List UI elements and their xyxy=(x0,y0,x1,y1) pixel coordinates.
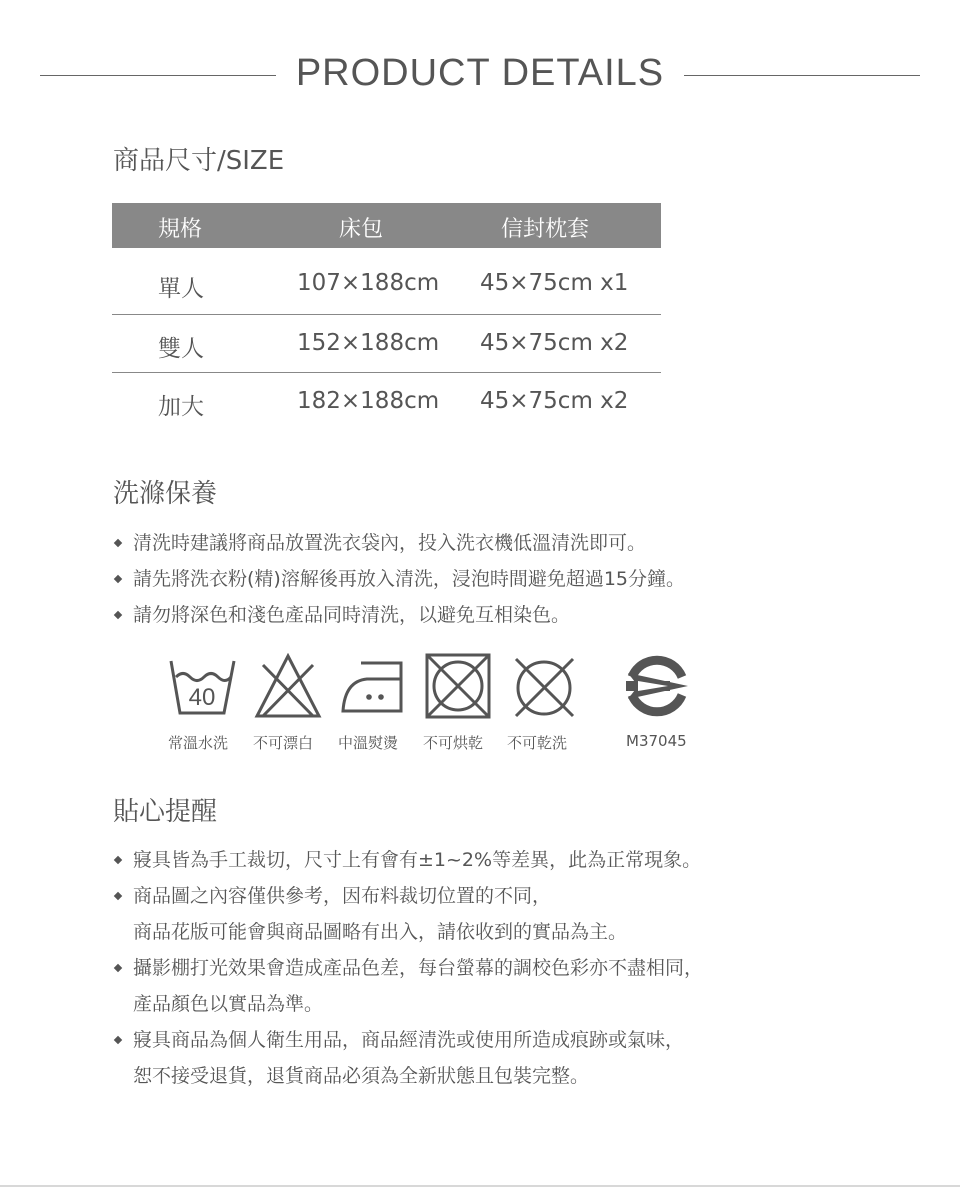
reminder-bullet-text-continued: 恕不接受退貨，退貨商品必須為全新狀態且包裝完整。 xyxy=(133,1065,590,1087)
iron-medium-icon xyxy=(339,653,409,719)
cell-spec: 雙人 xyxy=(158,336,204,362)
care-label-no-bleach: 不可漂白 xyxy=(253,734,314,752)
reminder-bullet-text: 寢具商品為個人衛生用品，商品經清洗或使用所造成痕跡或氣味， xyxy=(133,1029,685,1051)
cell-pillowcase: 45×75cm x2 xyxy=(480,388,629,414)
list-item xyxy=(113,561,685,597)
care-heading: 洗滌保養 xyxy=(113,479,218,509)
reminder-bullet-text-continued: 產品顏色以實品為準。 xyxy=(133,993,324,1015)
cell-fitted-sheet: 152×188cm xyxy=(297,330,440,356)
no-dry-clean-icon xyxy=(511,653,577,719)
care-bullet-text: 請先將洗衣粉(精)溶解後再放入清洗，浸泡時間避免超過15分鐘。 xyxy=(133,568,686,590)
reminder-bullet-text-continued: 商品花版可能會與商品圖略有出入，請依收到的實品為主。 xyxy=(133,921,628,943)
care-label-no-dry-clean: 不可乾洗 xyxy=(507,734,568,752)
table-row xyxy=(112,373,661,431)
column-header-pillowcase: 信封枕套 xyxy=(501,217,590,242)
diamond-bullet-icon xyxy=(114,892,122,900)
care-bullet-list xyxy=(113,525,685,633)
cell-spec: 單人 xyxy=(158,276,204,302)
diamond-bullet-icon xyxy=(114,856,122,864)
care-bullet-text: 清洗時建議將商品放置洗衣袋內，投入洗衣機低溫清洗即可。 xyxy=(133,532,647,554)
svg-text:40: 40 xyxy=(188,684,216,711)
cell-fitted-sheet: 182×188cm xyxy=(297,388,440,414)
column-header-spec: 規格 xyxy=(158,217,203,242)
cell-pillowcase: 45×75cm x1 xyxy=(480,270,629,296)
list-item xyxy=(113,950,703,1022)
care-label-wash: 常溫水洗 xyxy=(168,734,229,752)
title-rule-right xyxy=(684,75,920,76)
diamond-bullet-icon xyxy=(114,964,122,972)
list-item xyxy=(113,1022,703,1094)
list-item xyxy=(113,878,703,950)
no-bleach-icon xyxy=(253,653,323,719)
page-title: PRODUCT DETAILS xyxy=(295,52,665,94)
care-label-no-tumble-dry: 不可烘乾 xyxy=(423,734,484,752)
no-tumble-dry-icon xyxy=(425,653,491,719)
cell-spec: 加大 xyxy=(158,394,204,420)
cell-pillowcase: 45×75cm x2 xyxy=(480,330,629,356)
column-header-fitted-sheet: 床包 xyxy=(339,217,384,242)
table-row xyxy=(112,315,661,373)
size-table-header xyxy=(112,203,661,248)
list-item xyxy=(113,525,685,561)
diamond-bullet-icon xyxy=(114,575,122,583)
diamond-bullet-icon xyxy=(114,539,122,547)
reminder-bullet-text: 寢具皆為手工裁切，尺寸上有會有±1~2%等差異，此為正常現象。 xyxy=(133,849,702,871)
cell-fitted-sheet: 107×188cm xyxy=(297,270,440,296)
reminder-bullet-list xyxy=(113,842,703,1094)
care-label-iron: 中溫熨燙 xyxy=(338,734,399,752)
list-item xyxy=(113,842,703,878)
diamond-bullet-icon xyxy=(114,611,122,619)
size-table xyxy=(112,203,661,431)
size-heading: 商品尺寸/SIZE xyxy=(113,146,285,176)
wash-40-icon xyxy=(168,653,238,719)
reminder-bullet-text: 商品圖之內容僅供參考，因布料裁切位置的不同， xyxy=(133,885,552,907)
table-row xyxy=(112,248,661,315)
reminder-bullet-text: 攝影棚打光效果會造成產品色差，每台螢幕的調校色彩亦不盡相同， xyxy=(133,957,704,979)
bsmi-mark-icon xyxy=(624,653,690,719)
list-item xyxy=(113,597,685,633)
certification-number: M37045 xyxy=(626,732,687,750)
diamond-bullet-icon xyxy=(114,1036,122,1044)
care-bullet-text: 請勿將深色和淺色產品同時清洗，以避免互相染色。 xyxy=(133,604,571,626)
reminder-heading: 貼心提醒 xyxy=(113,797,218,827)
